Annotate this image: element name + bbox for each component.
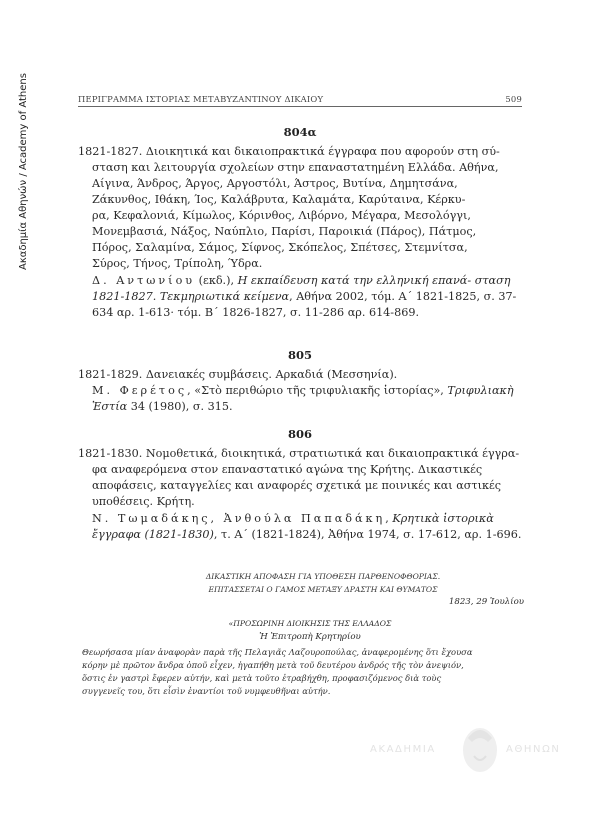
entry-line: Πόρος, Σαλαμίνα, Σάμος, Σίφνος, Σκόπελος, Σπέτσες, Στεμνίτσα, xyxy=(92,241,468,254)
watermark-left-text: ΑΚΑΔΗΜΙΑ xyxy=(370,744,436,755)
entry-805-text: 1821-1829. Δανειακές συμβάσεις. Αρκαδιά (Μεσσηνία). xyxy=(78,368,398,381)
entry-805-reference xyxy=(92,383,524,415)
ref-details: 34 (1980), σ. 315. xyxy=(127,400,233,414)
watermark-right-text: ΑΘΗΝΩΝ xyxy=(506,744,561,755)
running-header xyxy=(78,94,522,104)
entry-line: φα αναφερόμενα στον επαναστατικό αγώνα της Κρήτης. Δικαστικές xyxy=(92,463,483,476)
entry-line: Μονεμβασιά, Νάξος, Ναύπλιο, Παρίσι, Παροικιά (Πάρος), Πάτμος, xyxy=(92,225,477,238)
document-authority: «ΠΡΟΣΩΡΙΝΗ ΔΙΟΙΚΗΣΙΣ ΤΗΣ ΕΛΛΑΔΟΣ xyxy=(228,619,392,628)
entry-line: Αίγινα, Άνδρος, Άργος, Αργοστόλι, Άστρος, Βυτίνα, Δημητσάνα, xyxy=(92,177,458,190)
page-number: 509 xyxy=(505,94,522,104)
entry-number-805: 805 xyxy=(287,348,312,362)
running-title: ΠΕΡΙΓΡΑΜΜΑ ΙΣΤΟΡΙΑΣ ΜΕΤΑΒΥΖΑΝΤΙΝΟΥ ΔΙΚΑΙΟΥ xyxy=(78,94,324,104)
document-committee: Ἡ Ἐπιτροπὴ Κρητηρίου xyxy=(259,632,361,642)
entry-804a-reference xyxy=(92,273,524,322)
document-line: ὅστις ἐν γαστρὶ ἔφερεν αὐτήν, καὶ μετὰ τοῦτο ἐτραβήχθη, προφασιζόμενος διὰ τοὺς xyxy=(82,673,442,683)
document-line: συγγενεῖς του, ὅτι εἶσὶν ἐναντίοι τοῦ νυμφευθῆναι αὐτήν. xyxy=(82,686,331,696)
academy-watermark xyxy=(370,718,570,778)
ref-sep: , xyxy=(385,512,393,525)
entry-line: ρα, Κεφαλονιά, Κίμωλος, Κόρινθος, Λιβόρνο, Μέγαρα, Μεσολόγγι, xyxy=(92,209,471,222)
entry-line: Σύρος, Τήνος, Τρίπολη, Ύδρα. xyxy=(92,257,263,270)
document-title-line1: ΔΙΚΑΣΤΙΚΗ ΑΠΟΦΑΣΗ ΓΙΑ ΥΠΟΘΕΣΗ ΠΑΡΘΕΝΟΦΘΟΡΙΑΣ. xyxy=(205,572,441,581)
ref-authors: Ν. Τωμαδάκης, Ἀνθούλα Παπαδάκη xyxy=(92,512,386,525)
ref-author: Δ. Αντωνίου xyxy=(92,274,196,287)
entry-line: 1821-1827. Διοικητικά και δικαιοπρακτικά έγγραφα που αφορούν στη σύ- xyxy=(78,145,500,158)
side-label-text: Ακαδημία Αθηνών / Academy of Athens xyxy=(18,73,29,270)
document-title-line2: ΕΠΙΤΑΣΣΕΤΑΙ Ο ΓΑΜΟΣ ΜΕΤΑΞΥ ΔΡΑΣΤΗ ΚΑΙ ΘΥΜΑΤΟΣ xyxy=(208,585,438,594)
ref-author: Μ. Φερέτος xyxy=(92,384,188,397)
entry-number-806: 806 xyxy=(287,427,312,441)
header-rule xyxy=(78,106,522,107)
ref-details: , τ. Α΄ (1821-1824), Ἀθήνα 1974, σ. 17-612, αρ. 1-696. xyxy=(213,528,522,542)
entry-line: αποφάσεις, καταγγελίες και αναφορές σχετικά με ποινικές και αστικές xyxy=(92,479,502,492)
ref-article: , «Στὸ περιθώριο τῆς τριφυλιακῆς ἱστορίας», xyxy=(187,384,448,397)
entry-line: υποθέσεις. Κρήτη. xyxy=(92,495,195,508)
entry-806-reference xyxy=(92,511,524,543)
entry-line: Ζάκυνθος, Ιθάκη, Ίος, Καλάβρυτα, Καλαμάτα, Καρύταινα, Κέρκυ- xyxy=(92,193,466,206)
entry-line: σταση και λειτουργία σχολείων στην επαναστατημένη Ελλάδα. Αθήνα, xyxy=(92,161,499,174)
document-date: 1823, 29 Ἰουλίου xyxy=(448,597,524,607)
ref-title: Κρητικὰ ἱστορικὰ ἔγγραφα (1821-1830) xyxy=(92,512,494,542)
athena-head-icon xyxy=(458,720,502,776)
entry-number-804a: 804α xyxy=(283,125,317,139)
entry-line: 1821-1830. Νομοθετικά, διοικητικά, στρατιωτικά και δικαιοπρακτικά έγγρα- xyxy=(78,447,520,460)
ref-editor-note: (εκδ.), xyxy=(195,274,238,287)
ref-details: , Αθήνα 2002, τόμ. Α΄ 1821-1825, σ. 37-634 αρ. 1-613· τόμ. Β΄ 1826-1827, σ. 11-286 αρ. 614-869. xyxy=(92,290,517,320)
document-line: κόρην μὲ πρῶτον ἄνδρα ὁποῦ εἶχεν, ἡγαπήθη μετὰ τοῦ δευτέρου ἀνδρός τῆς τὸν ἀνεψιόν, xyxy=(82,660,464,670)
ref-journal: Τριφυλιακὴ Ἑστία xyxy=(92,384,514,414)
ref-title: Η εκπαίδευση κατά την ελληνική επανά- σταση 1821-1827. Τεκμηριωτικά κείμενα xyxy=(92,274,511,304)
document-line: Θεωρήσασα μίαν ἀναφορὰν παρὰ τῆς Πελαγιᾶς Λαζουροπούλας, ἀναφερομένης ὅτι ἔχουσα xyxy=(82,647,473,657)
archive-side-label xyxy=(4,40,29,270)
